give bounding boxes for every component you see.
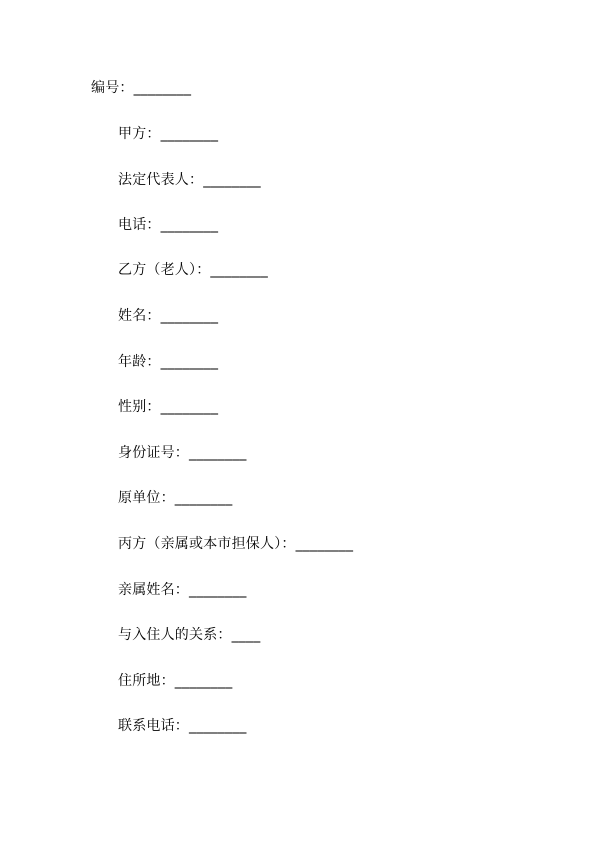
- field-contract-number: 编号：________: [91, 80, 192, 96]
- field-party-a: 甲方：________: [118, 126, 219, 142]
- field-age: 年龄：________: [118, 354, 219, 370]
- field-contact-phone: 联系电话：________: [118, 718, 247, 734]
- field-id-number: 身份证号：________: [118, 445, 247, 461]
- field-party-b-elder: 乙方（老人）：________: [118, 262, 268, 278]
- field-name: 姓名：________: [118, 308, 219, 324]
- field-phone: 电话：________: [118, 217, 219, 233]
- field-legal-representative: 法定代表人：________: [118, 172, 261, 188]
- field-former-employer: 原单位：________: [118, 490, 233, 506]
- field-party-c-guarantor: 丙方（亲属或本市担保人）：________: [118, 536, 354, 552]
- field-relationship: 与入住人的关系：____: [118, 627, 261, 643]
- field-relative-name: 亲属姓名：________: [118, 582, 247, 598]
- field-gender: 性别：________: [118, 399, 219, 415]
- field-residence: 住所地：________: [118, 673, 233, 689]
